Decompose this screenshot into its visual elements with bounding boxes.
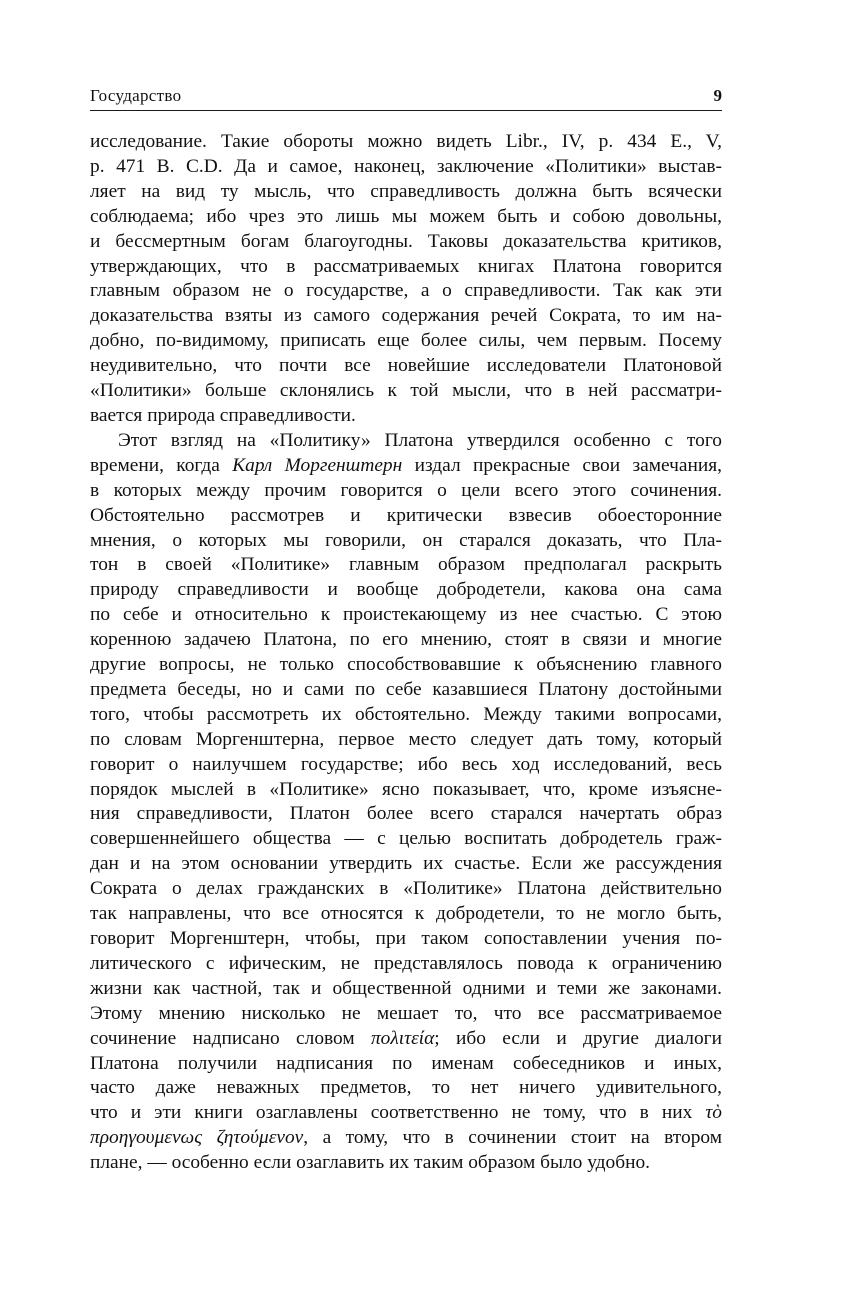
italic-term: πρoηγoυμενως ζητoύμενoν — [90, 1127, 304, 1149]
page-number: 9 — [713, 86, 722, 105]
text-line: вается природа справедливости. — [90, 404, 356, 426]
text-line: коренною задачею Платона, по его мнению, стоят в связи и многие — [90, 629, 722, 651]
text-line: природу справедливости и вообще добродетели, какова она сама — [90, 579, 722, 601]
text-line: порядок мыслей в «Политике» ясно показывает, что, кроме изъясне- — [90, 778, 722, 800]
text-line: по себе и относительно к проистекающему из нее счастью. С этою — [90, 604, 722, 626]
text-line: дан и на этом основании утвердить их счастье. Если же рассуждения — [90, 853, 722, 875]
text-line: неудивительно, что почти все новейшие исследователи Платоновой — [90, 355, 722, 377]
text-line: литического с ифическим, не представлялось повода к ограничению — [90, 952, 722, 974]
text-line: доказательства взяты из самого содержания речей Сократа, то им на- — [90, 305, 722, 327]
italic-term: τὸ — [705, 1102, 722, 1124]
text-line: говорит Моргенштерн, чтобы, при таком сопоставлении учения по- — [90, 928, 722, 949]
text-line: в которых между прочим говорится о цели всего этого сочинения. — [90, 479, 722, 501]
text-segment: издал прекрасные свои замечания, — [402, 454, 722, 476]
text-line: совершеннейшего общества — с целью воспитать добродетель граж- — [90, 828, 722, 850]
text-line: «Политики» больше склонялись к той мысли, что в ней рассматри- — [90, 380, 722, 402]
text-line: ляет на вид ту мысль, что справедливость должна быть всячески — [90, 180, 722, 202]
text-line: главным образом не о государстве, а о справедливости. Так как эти — [90, 280, 722, 302]
text-line: жизни как частной, так и общественной одними и теми же законами. — [90, 977, 722, 999]
text-line — [90, 1027, 722, 1052]
text-line: мнения, о которых мы говорили, он старался доказать, что Пла- — [90, 529, 722, 551]
text-line: утверждающих, что в рассматриваемых книгах Платона говорится — [90, 255, 722, 277]
text-line: Сократа о делах гражданских в «Политике» Платона действительно — [90, 878, 722, 900]
running-header — [90, 86, 722, 111]
text-line: Этому мнению нисколько не мешает то, что все рассматриваемое — [90, 1002, 722, 1024]
text-line: часто даже неважных предметов, то нет ничего удивительного, — [90, 1077, 722, 1099]
text-line — [90, 1101, 722, 1126]
running-title: Государство — [90, 86, 182, 105]
text-line: по словам Моргенштерна, первое место следует дать тому, который — [90, 728, 722, 750]
text-line: тон в своей «Политике» главным образом предполагал раскрыть — [90, 554, 722, 576]
text-line: Этот взгляд на «Политику» Платона утвердился особенно с того — [118, 429, 722, 451]
text-line: того, чтобы рассмотреть их обстоятельно. Между такими вопросами, — [90, 703, 722, 725]
text-line: p. 471 B. C.D. Да и самое, наконец, заключение «Политики» выстав- — [90, 155, 722, 177]
text-segment: что и эти книги озаглавлены соответственно не тому, что в них — [90, 1102, 706, 1124]
text-line: Обстоятельно рассмотрев и критически взвесив обоесторонние — [90, 504, 722, 526]
text-line: исследование. Такие обороты можно видеть Libr., IV, p. 434 E., V, — [90, 131, 722, 152]
text-line: добно, по-видимому, приписать еще более силы, чем первым. Посему — [90, 330, 722, 352]
text-line — [90, 454, 722, 479]
italic-term: πoλιτεία — [370, 1027, 435, 1049]
text-line: и бессмертным богам благоугодны. Таковы доказательства критиков, — [90, 230, 722, 252]
text-line — [90, 1126, 722, 1151]
text-line: другие вопросы, не только способствовавшие к объяснению главного — [90, 654, 722, 676]
text-segment: ; ибо если и другие диалоги — [434, 1027, 722, 1049]
text-line: говорит о наилучшем государстве; ибо весь ход исследований, весь — [90, 753, 722, 775]
text-line: Платона получили надписания по именам собеседников и иных, — [90, 1052, 722, 1074]
body-text — [90, 130, 722, 1176]
text-line: предмета беседы, но и сами по себе казавшиеся Платону достойными — [90, 678, 722, 700]
text-line: ния справедливости, Платон более всего старался начертать образ — [90, 803, 722, 825]
text-segment: сочинение надписано словом — [90, 1027, 371, 1049]
text-line: плане, — особенно если озаглавить их таким образом было удобно. — [90, 1152, 651, 1174]
text-segment: времени, когда — [90, 454, 233, 476]
text-line: соблюдаема; ибо чрез это лишь мы можем быть и собою довольны, — [90, 205, 722, 227]
italic-term: Карл Моргенштерн — [232, 454, 403, 476]
text-segment: , а тому, что в сочинении стоит на втором — [303, 1127, 722, 1149]
text-line: так направлены, что все относятся к добродетели, то не могло быть, — [90, 903, 722, 925]
